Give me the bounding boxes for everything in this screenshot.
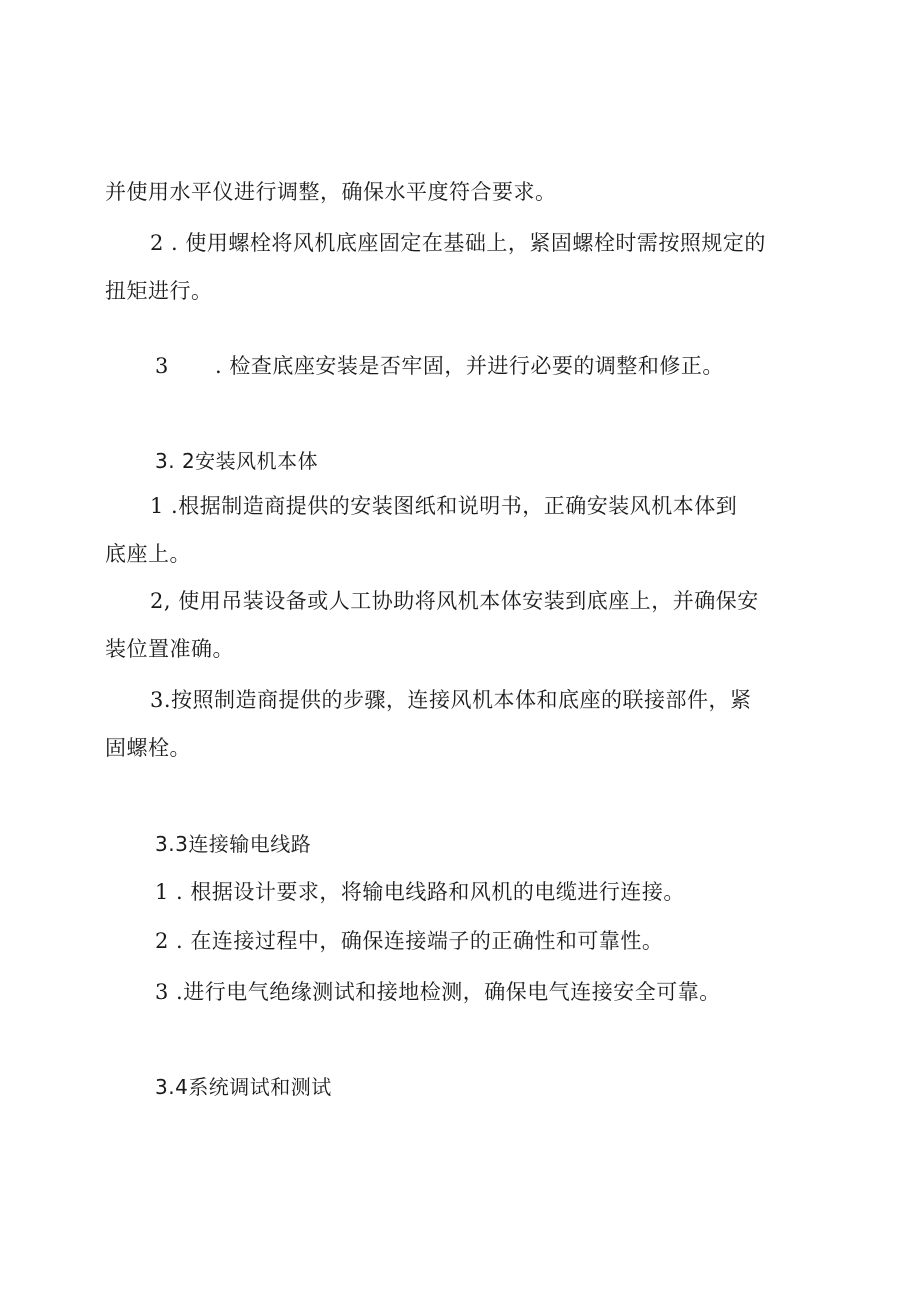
list-item-3-number: 3 [155,354,169,378]
s32-item3-line2: 固螺栓。 [105,736,191,760]
s32-item1-line1: 1 .根据制造商提供的安装图纸和说明书，正确安装风机本体到 [150,494,738,518]
paragraph-continuation: 并使用水平仪进行调整，确保水平度符合要求。 [105,180,557,204]
section-title: 系统调试和测试 [188,1075,332,1099]
s33-item1: 1 . 根据设计要求，将输电线路和风机的电缆进行连接。 [155,880,685,904]
section-heading-3-4 [155,1072,332,1102]
s32-item2-line2: 装位置准确。 [105,637,234,661]
list-item-2-line2: 扭矩进行。 [105,279,213,303]
s33-item2: 2 . 在连接过程中，确保连接端子的正确性和可靠性。 [155,929,664,953]
s32-item3-line1: 3.按照制造商提供的步骤，连接风机本体和底座的联接部件，紧 [150,688,752,712]
section-number: 3.4 [155,1075,189,1099]
section-heading-3-3 [155,829,311,859]
list-item-2-line1: 2 . 使用螺栓将风机底座固定在基础上，紧固螺栓时需按照规定的 [150,231,766,255]
list-item-3-text: . 检查底座安装是否牢固，并进行必要的调整和修正。 [215,354,724,378]
section-title: 安装风机本体 [195,449,319,473]
s33-item3: 3 .进行电气绝缘测试和接地检测，确保电气连接安全可靠。 [155,980,721,1004]
section-number: 3. 2 [155,449,196,473]
section-number: 3.3 [155,832,189,856]
s32-item2-line1: 2, 使用吊装设备或人工协助将风机本体安装到底座上，并确保安 [150,589,759,613]
section-title: 连接输电线路 [188,832,312,856]
section-heading-3-2 [155,446,318,476]
s32-item1-line2: 底座上。 [105,542,191,566]
